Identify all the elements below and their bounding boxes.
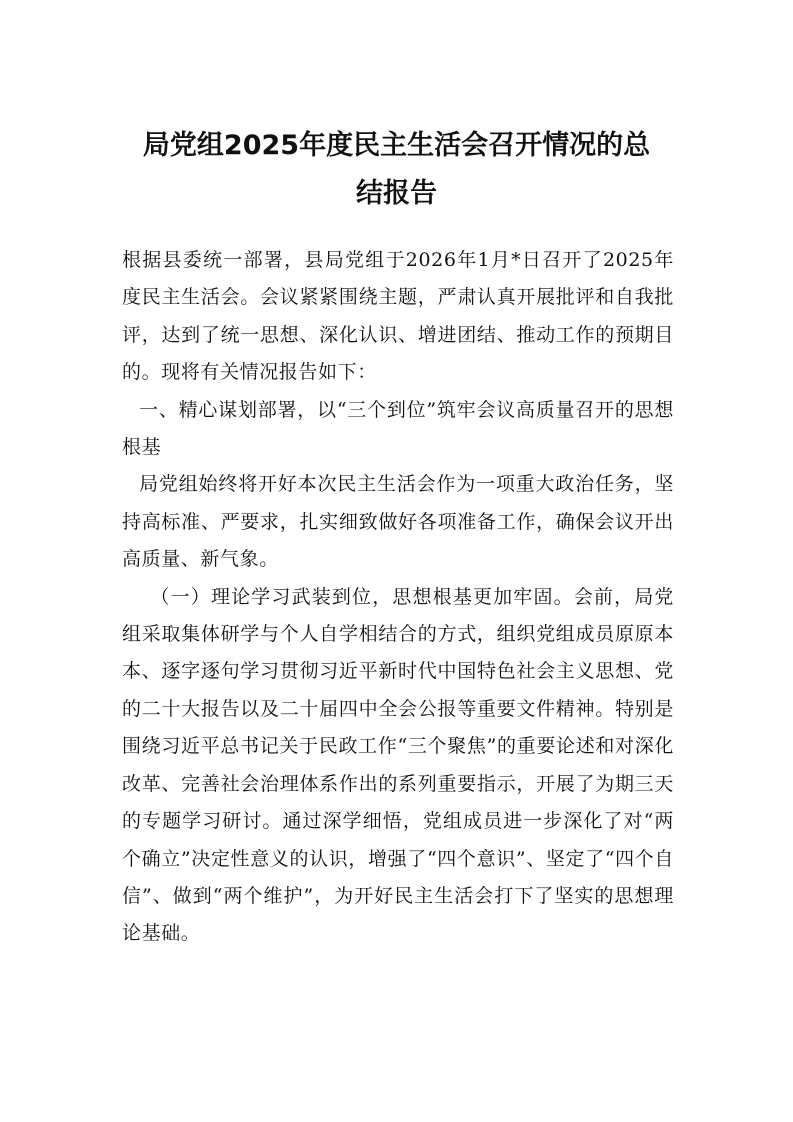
intro-paragraph: 根据县委统一部署，县局党组于2026年1月*日召开了2025年度民主生活会。会议紧紧围绕主题，严肃认真开展批评和自我批评，达到了统一思想、深化认识、增进团结、推动工作的预期目的。现将有关情况报告如下： xyxy=(122,249,674,384)
subsection-1-paragraph: （一）理论学习武装到位，思想根基更加牢固。会前，局党组采取集体研学与个人自学相结合的方式，组织党组成员原原本本、逐字逐句学习贯彻习近平新时代中国特色社会主义思想、党的二十大报告以及二十届四中全会公报等重要文件精神。特别是围绕习近平总书记关于民政工作“三个聚焦”的重要论述和对深化改革、完善社会治理体系作出的系列重要指示，开展了为期三天的专题学习研讨。通过深学细悟，党组成员进一步深化了对“两个确立”决定性意义的认识，增强了“四个意识”、坚定了“四个自信”、做到“两个维护”，为开好民主生活会打下了坚实的思想理论基础。 xyxy=(122,585,674,945)
section-1-paragraph: 局党组始终将开好本次民主生活会作为一项重大政治任务，坚持高标准、严要求，扎实细致做好各项准备工作，确保会议开出高质量、新气象。 xyxy=(122,473,674,571)
document-title-line-1: 局党组2025年度民主生活会召开情况的总 xyxy=(142,130,651,161)
document-title-line-2: 结报告 xyxy=(356,178,437,209)
document-body xyxy=(122,242,674,953)
section-heading-1: 一、精心谋划部署，以“三个到位”筑牢会议高质量召开的思想根基 xyxy=(122,398,674,459)
